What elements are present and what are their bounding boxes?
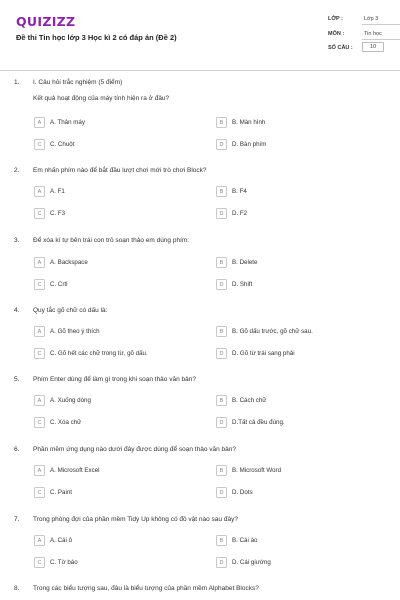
option-text: B. Gõ dấu trước, gõ chữ sau.: [232, 328, 313, 335]
option-text: D. Shift: [232, 281, 253, 288]
option-letter-box: A: [34, 117, 45, 128]
option-text: A. Microsoft Excel: [50, 467, 100, 474]
header-divider: [0, 70, 400, 71]
question-count-value: 10: [362, 42, 384, 52]
option-letter-box: D: [216, 208, 227, 219]
option-letter-box: C: [34, 208, 45, 219]
option-text: B. F4: [232, 188, 247, 195]
option-letter-box: B: [216, 535, 227, 546]
subject-label: MÔN :: [328, 31, 345, 37]
question-text: Phần mềm ứng dụng nào dưới đây được dùng để soạn thảo văn bản?: [33, 446, 236, 453]
option-text: D. F2: [232, 210, 248, 217]
question-number: 5.: [14, 376, 20, 383]
option-text: A. Thân máy: [50, 119, 85, 126]
option-letter-box: A: [34, 257, 45, 268]
question-text: Trong các biểu tượng sau, đâu là biểu tượng của phần mềm Alphabet Blocks?: [33, 585, 259, 592]
question-text: Trong phòng đợi của phần mềm Tidy Up không có đồ vật nào sau đây?: [33, 516, 238, 523]
grade-value: Lớp 3: [364, 16, 379, 22]
option-letter-box: B: [216, 395, 227, 406]
option-text: C. Paint: [50, 489, 73, 496]
option-letter-box: B: [216, 465, 227, 476]
subject-value: Tin học: [364, 31, 382, 37]
option-text: C. Gõ hết các chữ trong từ, gõ dấu.: [50, 350, 148, 357]
option-letter-box: A: [34, 465, 45, 476]
question-number: 2.: [14, 167, 20, 174]
question-text: Em nhấn phím nào để bắt đầu lượt chơi mới trò chơi Block?: [33, 167, 207, 174]
question-number: 4.: [14, 307, 20, 314]
option-letter-box: C: [34, 279, 45, 290]
option-letter-box: C: [34, 139, 45, 150]
option-text: B. Microsoft Word: [232, 467, 282, 474]
option-text: B. Màn hình: [232, 119, 266, 126]
option-text: A. Backspace: [50, 259, 88, 266]
question-text: I. Câu hỏi trắc nghiệm (5 điểm): [33, 79, 123, 86]
option-letter-box: D: [216, 139, 227, 150]
subject-underline: [362, 39, 400, 40]
option-letter-box: B: [216, 117, 227, 128]
worksheet-header: [0, 0, 400, 60]
question-text: Quy tắc gõ chữ có dấu là:: [33, 307, 108, 314]
option-text: D. Dots: [232, 489, 253, 496]
question-number: 1.: [14, 79, 20, 86]
grade-underline: [362, 24, 400, 25]
option-letter-box: B: [216, 257, 227, 268]
option-letter-box: C: [34, 348, 45, 359]
option-letter-box: A: [34, 395, 45, 406]
question-subtext: Kết quả hoạt động của máy tính hiện ra ở đâu?: [33, 95, 170, 102]
option-text: A. Gõ theo ý thích: [50, 328, 100, 335]
option-letter-box: D: [216, 487, 227, 498]
option-text: C. F3: [50, 210, 66, 217]
question-count-label: SỐ CÂU :: [328, 45, 353, 51]
option-text: B. Cái áo: [232, 537, 258, 544]
option-text: D. Gõ từ trái sang phải: [232, 350, 295, 357]
option-letter-box: C: [34, 557, 45, 568]
option-text: C. Crtl: [50, 281, 68, 288]
page-title: Đề thi Tin học lớp 3 Học kì 2 có đáp án (Đề 2): [16, 33, 177, 42]
question-text: Để xóa kí tự bên trái con trỏ soạn thảo em dùng phím:: [33, 237, 190, 244]
option-letter-box: D: [216, 279, 227, 290]
option-text: D. Cái giường: [232, 559, 271, 566]
grade-label: LỚP :: [328, 16, 343, 22]
option-letter-box: A: [34, 535, 45, 546]
option-text: B. Delete: [232, 259, 258, 266]
question-number: 7.: [14, 516, 20, 523]
option-text: C. Tờ báo: [50, 559, 78, 566]
option-letter-box: B: [216, 186, 227, 197]
option-letter-box: A: [34, 326, 45, 337]
option-letter-box: D: [216, 557, 227, 568]
option-letter-box: A: [34, 186, 45, 197]
question-number: 6.: [14, 446, 20, 453]
option-text: C. Xóa chữ: [50, 419, 82, 426]
option-letter-box: B: [216, 326, 227, 337]
option-text: A. F1: [50, 188, 65, 195]
option-letter-box: C: [34, 487, 45, 498]
option-text: D. Bàn phím: [232, 141, 267, 148]
option-letter-box: D: [216, 417, 227, 428]
question-number: 3.: [14, 237, 20, 244]
question-text: Phím Enter dùng để làm gì trong khi soạn thảo văn bản?: [33, 376, 196, 383]
option-text: A. Xuống dòng: [50, 397, 91, 404]
option-text: B. Cách chữ: [232, 397, 267, 404]
option-text: D.Tất cả đều đúng.: [232, 419, 285, 426]
option-letter-box: C: [34, 417, 45, 428]
question-number: 8.: [14, 585, 20, 592]
option-text: C. Chuột: [50, 141, 75, 148]
quizizz-logo: QUIZIZZ: [16, 14, 76, 29]
option-text: A. Cái ô: [50, 537, 73, 544]
option-letter-box: D: [216, 348, 227, 359]
